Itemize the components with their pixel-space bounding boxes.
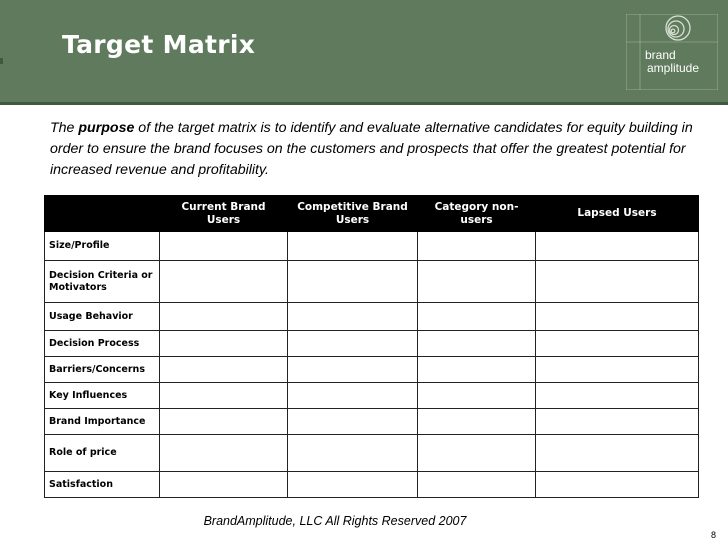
row-label: Decision Process	[45, 331, 160, 357]
brand-logo	[626, 14, 718, 90]
logo-word-brand: brand	[645, 48, 676, 62]
table-cell	[418, 303, 536, 331]
table-cell	[160, 261, 288, 303]
table-cell	[288, 383, 418, 409]
table-row	[45, 472, 699, 498]
table-cell	[536, 435, 699, 472]
table-row	[45, 261, 699, 303]
table-cell	[418, 232, 536, 261]
table-row	[45, 357, 699, 383]
table-cell	[160, 357, 288, 383]
column-header-category-non-users: Category non-users	[418, 196, 536, 232]
row-label: Key Influences	[45, 383, 160, 409]
row-label: Barriers/Concerns	[45, 357, 160, 383]
column-header-competitive-brand-users: Competitive Brand Users	[288, 196, 418, 232]
column-header-current-brand-users: Current Brand Users	[160, 196, 288, 232]
table-cell	[288, 472, 418, 498]
table-row	[45, 303, 699, 331]
row-label: Usage Behavior	[45, 303, 160, 331]
row-label: Size/Profile	[45, 232, 160, 261]
table-cell	[536, 331, 699, 357]
intro-lead: The	[50, 120, 79, 136]
table-row	[45, 331, 699, 357]
intro-emphasis: purpose	[78, 120, 135, 136]
table-cell	[160, 331, 288, 357]
table-cell	[536, 409, 699, 435]
table-cell	[536, 232, 699, 261]
table-row	[45, 383, 699, 409]
edge-mark	[0, 58, 3, 64]
column-header-lapsed-users: Lapsed Users	[536, 196, 699, 232]
slide-title: Target Matrix	[62, 30, 256, 59]
table-row	[45, 232, 699, 261]
table-cell	[288, 409, 418, 435]
table-cell	[536, 472, 699, 498]
row-label: Satisfaction	[45, 472, 160, 498]
table-cell	[160, 409, 288, 435]
row-label: Decision Criteria or Motivators	[45, 261, 160, 303]
table-cell	[160, 435, 288, 472]
table-cell	[288, 435, 418, 472]
table-cell	[418, 331, 536, 357]
table-cell	[536, 383, 699, 409]
table-cell	[288, 303, 418, 331]
table-cell	[418, 383, 536, 409]
table-cell	[418, 357, 536, 383]
table-cell	[418, 435, 536, 472]
table-cell	[418, 472, 536, 498]
intro-rest: of the target matrix is to identify and evaluate alternative candidates for equity building in order to ensure the brand focuses on the customers and prospects that offer the greatest potential for increased revenue and profitability.	[50, 120, 693, 178]
table-cell	[288, 357, 418, 383]
table-cell	[536, 357, 699, 383]
intro-paragraph	[50, 118, 715, 181]
table-cell	[288, 261, 418, 303]
header-row	[45, 196, 699, 232]
table-cell	[536, 261, 699, 303]
table-cell	[160, 472, 288, 498]
target-matrix-table	[44, 195, 699, 498]
table-cell	[288, 232, 418, 261]
table-cell	[418, 261, 536, 303]
page-number: 8	[710, 530, 716, 540]
title-bar-rule	[0, 102, 728, 105]
table-cell	[160, 383, 288, 409]
table-cell	[536, 303, 699, 331]
table-row	[45, 435, 699, 472]
column-header-blank	[45, 196, 160, 232]
logo-word-amplitude: amplitude	[647, 61, 700, 75]
table-row	[45, 409, 699, 435]
row-label: Role of price	[45, 435, 160, 472]
table-cell	[160, 303, 288, 331]
copyright-footer: BrandAmplitude, LLC All Rights Reserved 2007	[203, 514, 467, 528]
row-label: Brand Importance	[45, 409, 160, 435]
table-cell	[160, 232, 288, 261]
table-cell	[418, 409, 536, 435]
table-cell	[288, 331, 418, 357]
